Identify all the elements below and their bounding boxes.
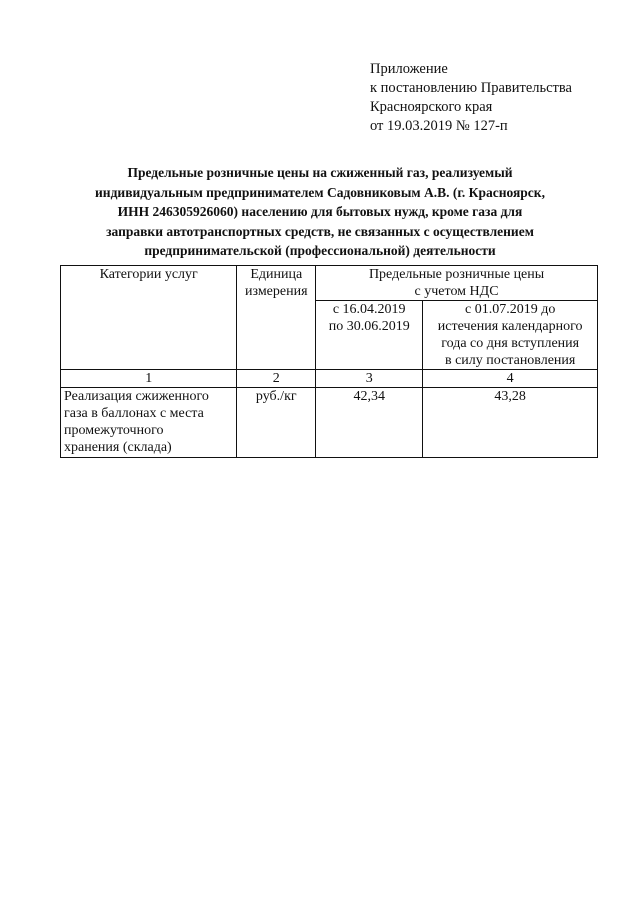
title-line: ИНН 246305926060) населению для бытовых нужд, кроме газа для [117,204,523,219]
header-category: Категории услуг [61,266,237,370]
header-period2: с 01.07.2019 до истечения календарного года со дня вступления в силу постановления [423,301,598,370]
appendix-line: от 19.03.2019 № 127-п [370,118,508,134]
cell-unit: руб./кг [237,388,316,458]
header-unit: Единица измерения [237,266,316,370]
header-prices: Предельные розничные цены с учетом НДС [316,266,598,301]
title-line: Предельные розничные цены на сжиженный газ, реализуемый [127,165,513,180]
document-title [60,163,580,261]
table-row [61,388,598,458]
appendix-line: Красноярского края [370,99,493,115]
column-number-row [61,370,598,388]
title-line: предпринимательской (профессиональной) деятельности [144,243,496,258]
column-number: 1 [61,370,237,388]
appendix-block [370,60,572,136]
price-table [60,265,598,458]
column-number: 3 [316,370,423,388]
appendix-line: к постановлению Правительства [370,80,572,96]
appendix-line: Приложение [370,61,448,77]
cell-category: Реализация сжиженного газа в баллонах с места промежуточного хранения (склада) [61,388,237,458]
title-line: индивидуальным предпринимателем Садовниковым А.В. (г. Красноярск, [95,184,545,200]
cell-price-period1: 42,34 [316,388,423,458]
header-row [61,266,598,301]
title-line: заправки автотранспортных средств, не связанных с осуществлением [106,223,534,239]
cell-price-period2: 43,28 [423,388,598,458]
column-number: 4 [423,370,598,388]
column-number: 2 [237,370,316,388]
header-period1: с 16.04.2019 по 30.06.2019 [316,301,423,370]
